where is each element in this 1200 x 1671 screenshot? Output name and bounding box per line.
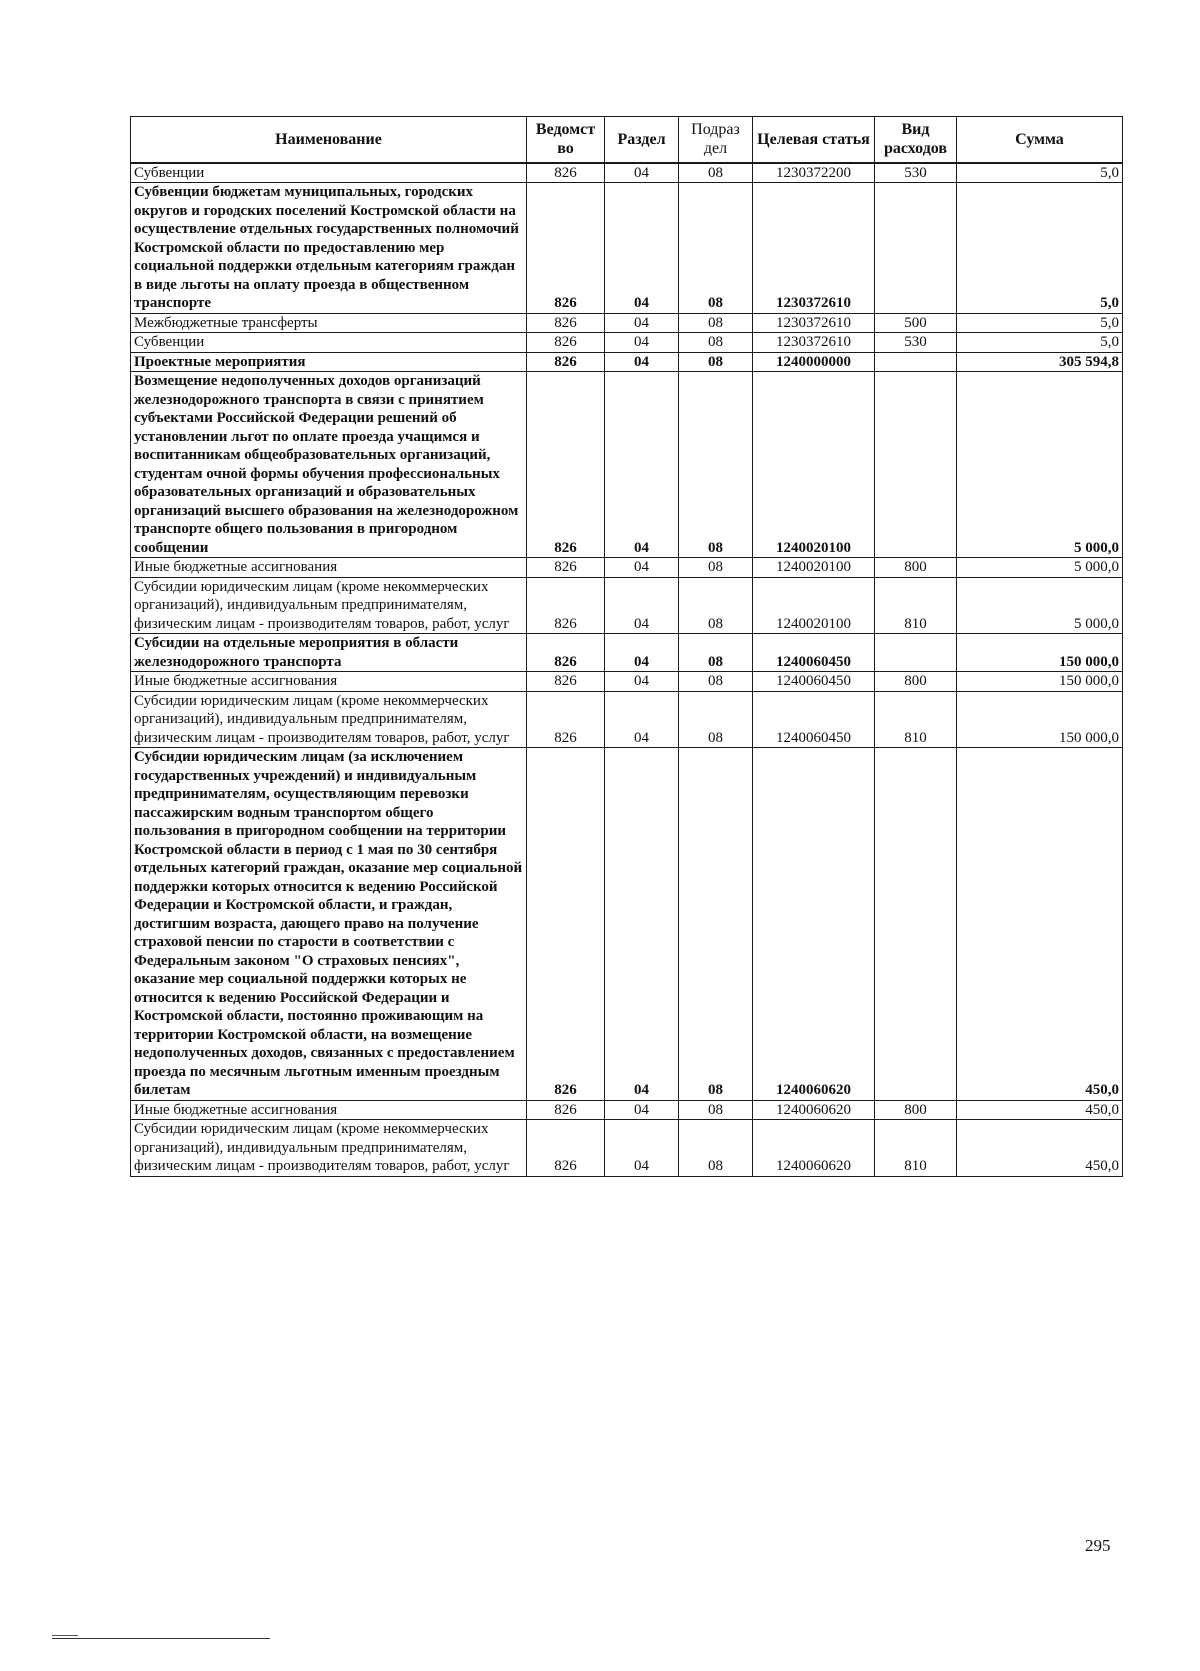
row-vid-rashodov <box>875 352 957 372</box>
budget-table <box>130 116 1123 1177</box>
header-name: Наименование <box>131 117 527 163</box>
header-vid-rashodov: Вид расходов <box>875 117 957 163</box>
row-vedomstvo: 826 <box>527 163 605 183</box>
row-razdel: 04 <box>605 1120 679 1177</box>
row-vid-rashodov: 810 <box>875 691 957 748</box>
row-vedomstvo: 826 <box>527 577 605 634</box>
row-celevaya-statya: 1230372610 <box>753 333 875 353</box>
row-name: Возмещение недополученных доходов организаций железнодорожного транспорта в связи с принятием субъектами Российской Федерации решений об установлении льгот по оплате проезда учащимся и воспитанникам общеобразовательных организаций, студентам очной формы обучения профессиональных образовательных организаций и образовательных организаций высшего образования на железнодорожном транспорте общего пользования в пригородном сообщении <box>131 372 527 558</box>
row-summa: 450,0 <box>957 1120 1123 1177</box>
row-vid-rashodov <box>875 634 957 672</box>
table-row <box>131 558 1123 578</box>
row-vid-rashodov <box>875 183 957 314</box>
row-podrazdel: 08 <box>679 558 753 578</box>
row-vedomstvo: 826 <box>527 1100 605 1120</box>
row-vid-rashodov <box>875 372 957 558</box>
row-summa: 450,0 <box>957 748 1123 1101</box>
row-vedomstvo: 826 <box>527 634 605 672</box>
row-razdel: 04 <box>605 577 679 634</box>
table-row <box>131 634 1123 672</box>
row-vedomstvo: 826 <box>527 672 605 692</box>
header-celevaya-statya: Целевая статья <box>753 117 875 163</box>
row-vid-rashodov: 810 <box>875 1120 957 1177</box>
row-vid-rashodov: 800 <box>875 1100 957 1120</box>
row-podrazdel: 08 <box>679 352 753 372</box>
row-name: Субсидии юридическим лицам (кроме некоммерческих организаций), индивидуальным предпринимателям, физическим лицам - производителям товаров, работ, услуг <box>131 691 527 748</box>
row-summa: 150 000,0 <box>957 691 1123 748</box>
row-name: Субвенции <box>131 333 527 353</box>
row-celevaya-statya: 1240020100 <box>753 372 875 558</box>
row-podrazdel: 08 <box>679 1120 753 1177</box>
row-celevaya-statya: 1230372610 <box>753 183 875 314</box>
row-celevaya-statya: 1240020100 <box>753 558 875 578</box>
row-razdel: 04 <box>605 183 679 314</box>
row-name: Субсидии юридическим лицам (кроме некоммерческих организаций), индивидуальным предпринимателям, физическим лицам - производителям товаров, работ, услуг <box>131 1120 527 1177</box>
row-celevaya-statya: 1240060620 <box>753 1120 875 1177</box>
row-summa: 305 594,8 <box>957 352 1123 372</box>
row-celevaya-statya: 1230372610 <box>753 313 875 333</box>
table-row <box>131 1100 1123 1120</box>
row-podrazdel: 08 <box>679 163 753 183</box>
header-summa: Сумма <box>957 117 1123 163</box>
table-row <box>131 163 1123 183</box>
table-row <box>131 313 1123 333</box>
row-razdel: 04 <box>605 558 679 578</box>
row-vedomstvo: 826 <box>527 1120 605 1177</box>
header-podrazdel: Подраз дел <box>679 117 753 163</box>
row-vedomstvo: 826 <box>527 352 605 372</box>
row-vid-rashodov: 530 <box>875 333 957 353</box>
row-razdel: 04 <box>605 691 679 748</box>
row-vid-rashodov <box>875 748 957 1101</box>
row-celevaya-statya: 1240060620 <box>753 1100 875 1120</box>
table-row <box>131 1120 1123 1177</box>
row-podrazdel: 08 <box>679 1100 753 1120</box>
row-podrazdel: 08 <box>679 672 753 692</box>
row-summa: 5,0 <box>957 163 1123 183</box>
row-podrazdel: 08 <box>679 372 753 558</box>
table-row <box>131 333 1123 353</box>
row-summa: 450,0 <box>957 1100 1123 1120</box>
row-vid-rashodov: 500 <box>875 313 957 333</box>
row-vid-rashodov: 800 <box>875 672 957 692</box>
table-row <box>131 748 1123 1101</box>
row-podrazdel: 08 <box>679 634 753 672</box>
row-razdel: 04 <box>605 1100 679 1120</box>
row-podrazdel: 08 <box>679 313 753 333</box>
row-name: Субвенции <box>131 163 527 183</box>
row-podrazdel: 08 <box>679 577 753 634</box>
table-row <box>131 352 1123 372</box>
row-summa: 5 000,0 <box>957 577 1123 634</box>
row-celevaya-statya: 1240000000 <box>753 352 875 372</box>
row-celevaya-statya: 1240060450 <box>753 691 875 748</box>
row-celevaya-statya: 1240060450 <box>753 634 875 672</box>
row-vedomstvo: 826 <box>527 748 605 1101</box>
row-podrazdel: 08 <box>679 748 753 1101</box>
row-vid-rashodov: 800 <box>875 558 957 578</box>
row-razdel: 04 <box>605 163 679 183</box>
row-vedomstvo: 826 <box>527 691 605 748</box>
row-vid-rashodov: 530 <box>875 163 957 183</box>
row-vedomstvo: 826 <box>527 372 605 558</box>
row-summa: 150 000,0 <box>957 634 1123 672</box>
footer-rule <box>52 1638 270 1639</box>
header-razdel: Раздел <box>605 117 679 163</box>
row-vedomstvo: 826 <box>527 558 605 578</box>
row-name: Субвенции бюджетам муниципальных, городских округов и городских поселений Костромской области на осуществление отдельных государственных полномочий Костромской области по предоставлению мер социальной поддержки отдельным категориям граждан в виде льготы на оплату проезда в общественном транспорте <box>131 183 527 314</box>
row-name: Межбюджетные трансферты <box>131 313 527 333</box>
header-vedomstvo: Ведомст во <box>527 117 605 163</box>
row-razdel: 04 <box>605 634 679 672</box>
row-name: Проектные мероприятия <box>131 352 527 372</box>
row-name: Иные бюджетные ассигнования <box>131 672 527 692</box>
table-header-row <box>131 117 1123 163</box>
table-body <box>131 163 1123 1177</box>
row-razdel: 04 <box>605 352 679 372</box>
page-number: 295 <box>1085 1536 1111 1555</box>
table-row <box>131 372 1123 558</box>
row-razdel: 04 <box>605 333 679 353</box>
row-podrazdel: 08 <box>679 183 753 314</box>
row-vid-rashodov: 810 <box>875 577 957 634</box>
row-vedomstvo: 826 <box>527 313 605 333</box>
row-name: Субсидии на отдельные мероприятия в области железнодорожного транспорта <box>131 634 527 672</box>
row-celevaya-statya: 1240060620 <box>753 748 875 1101</box>
table-row <box>131 577 1123 634</box>
row-summa: 150 000,0 <box>957 672 1123 692</box>
row-celevaya-statya: 1240060450 <box>753 672 875 692</box>
table-row <box>131 672 1123 692</box>
row-summa: 5,0 <box>957 313 1123 333</box>
table-row <box>131 691 1123 748</box>
row-razdel: 04 <box>605 372 679 558</box>
table-row <box>131 183 1123 314</box>
row-name: Иные бюджетные ассигнования <box>131 1100 527 1120</box>
row-summa: 5 000,0 <box>957 558 1123 578</box>
footer-mark <box>52 1635 78 1636</box>
row-summa: 5 000,0 <box>957 372 1123 558</box>
row-celevaya-statya: 1230372200 <box>753 163 875 183</box>
row-summa: 5,0 <box>957 183 1123 314</box>
row-razdel: 04 <box>605 748 679 1101</box>
row-razdel: 04 <box>605 313 679 333</box>
row-razdel: 04 <box>605 672 679 692</box>
row-vedomstvo: 826 <box>527 183 605 314</box>
row-vedomstvo: 826 <box>527 333 605 353</box>
row-name: Иные бюджетные ассигнования <box>131 558 527 578</box>
row-celevaya-statya: 1240020100 <box>753 577 875 634</box>
row-name: Субсидии юридическим лицам (за исключением государственных учреждений) и индивидуальным предпринимателям, осуществляющим перевозки пассажирским водным транспортом общего пользования в пригородном сообщении на территории Костромской области в период с 1 мая по 30 сентября отдельных категорий граждан, оказание мер социальной поддержки которых относится к ведению Российской Федерации и Костромской области, и граждан, достигшим возраста, дающего право на получение страховой пенсии по старости в соответствии с Федеральным законом "О страховых пенсиях", оказание мер социальной поддержки которых не относится к ведению Российской Федерации и Костромской области, постоянно проживающим на территории Костромской области, на возмещение недополученных доходов, связанных с предоставлением проезда по месячным льготным именным проездным билетам <box>131 748 527 1101</box>
row-summa: 5,0 <box>957 333 1123 353</box>
row-podrazdel: 08 <box>679 691 753 748</box>
row-podrazdel: 08 <box>679 333 753 353</box>
row-name: Субсидии юридическим лицам (кроме некоммерческих организаций), индивидуальным предпринимателям, физическим лицам - производителям товаров, работ, услуг <box>131 577 527 634</box>
